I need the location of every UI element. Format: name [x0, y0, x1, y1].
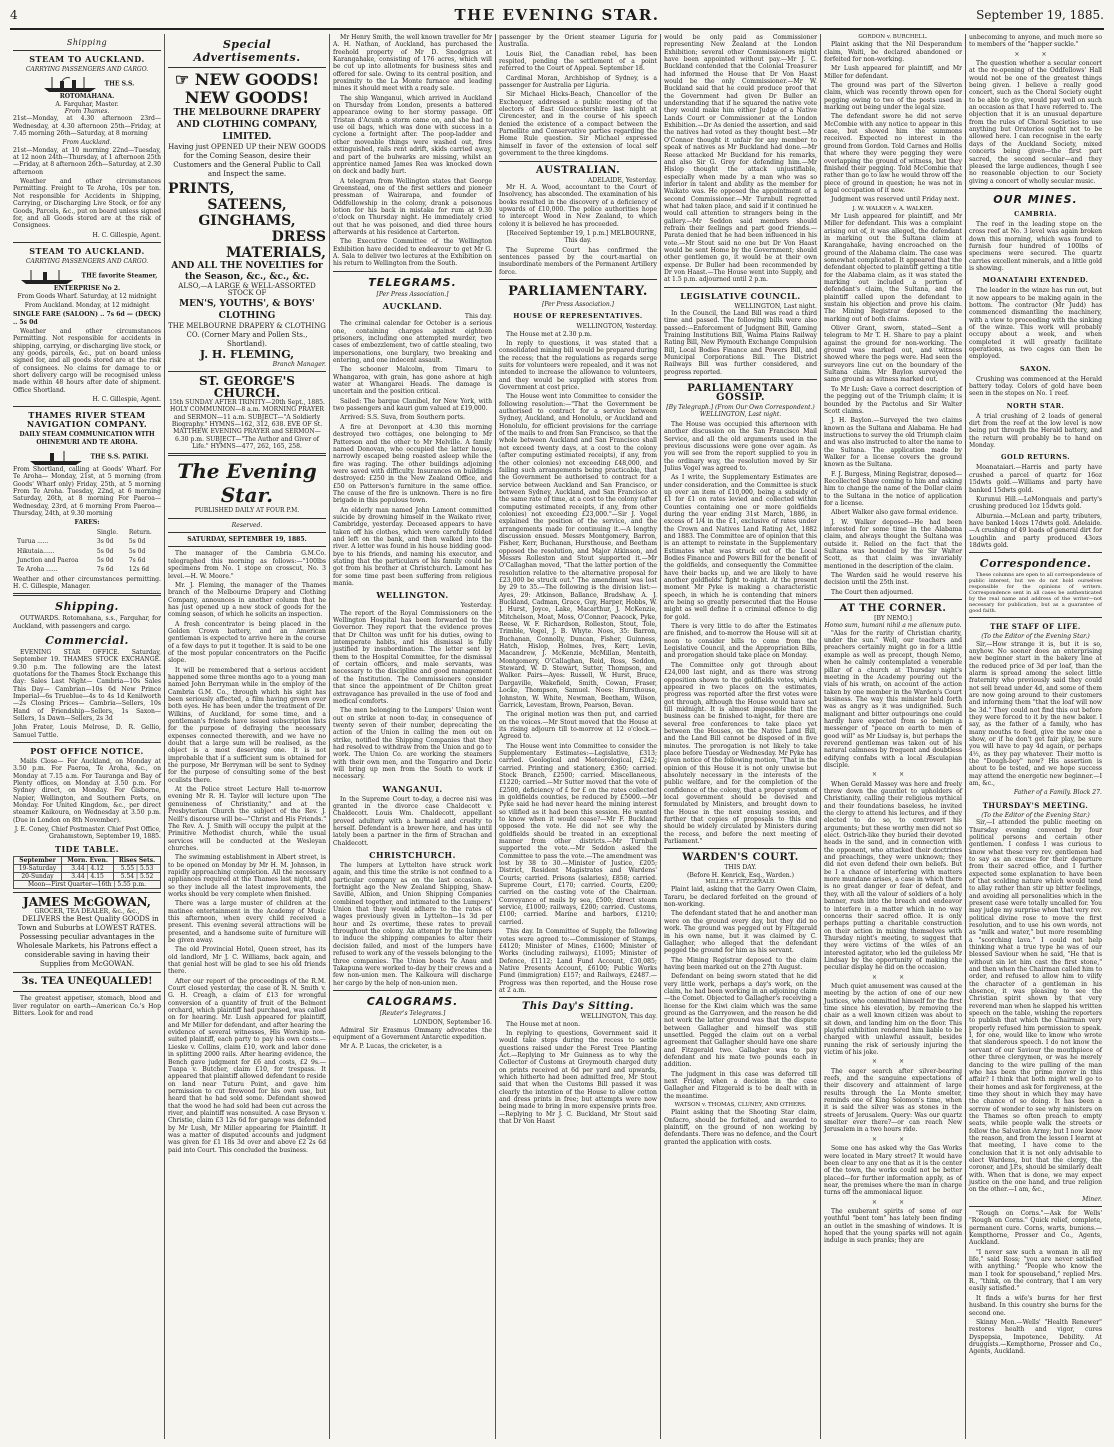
news-paragraph: Mr A. P. Lucas, the cricketer, is a [340, 1043, 442, 1051]
news-paragraph: F. J. Burgess, Mining Registrar, deposed—Recollected Shaw coming to him and asking him to change the name of the Dollar claim to the Sultana in the notice of application for a license. [824, 470, 962, 507]
letter-body: Sir,—How strange it is, but it is so, anyhow. No sooner does an enterprising new beginner start in the bakery line at the reduced price of 3d per loaf, than the alarm is spread among the select little fraternity who previously said they could not sell bread under 4d, and some of them are now going around to their customers and informing them "that the loaf will now be 3d." They could not find this out before they were forced to it by the new baker. I say, as the father of a family, who has many mouths to feed, give the new one a show, or if he don't get fair play, be sure you will have to pay 4d again, or perhaps 4½, as they pay whatever. Their motto is the "Dough-boy" now? His assertion is about to be tested, and we hope success may attend the energetic new beginner.—I am, &c., [969, 640, 1102, 788]
rotomahana-name: THE S.S. ROTOMAHANA. [59, 80, 135, 101]
steamship-icon [17, 267, 77, 285]
brokers-list: John Frater, Louis Melrose, D. R. Gellio, Samuel Tuttle. [13, 724, 161, 739]
tide-table-title: TIDE TABLE. [54, 843, 119, 854]
news-paragraph: The Supreme Court has confirmed the sentences passed by the court-martial on insubordinate members of the Permanent Artillery force. [499, 246, 657, 276]
london-dateline: LONDON, September 16. [413, 1019, 492, 1027]
news-paragraph: Skinny Men.—Wells' "Health Renewer" restores health and vigor, cures Dyspepsia, Impotence, Debility. At druggists.—Kempthorne, Prosser and Co., Agents, Auckland. [969, 1318, 1102, 1356]
news-paragraph: The Mining Registrar deposed to the claim having been marked out on the 27th August. [664, 956, 817, 971]
news-paragraph: The criminal calendar for October is a serious one, containing charges against eighteen prisoners, including one attempted murder, two cases of embezzlement, two of cattle stealing, two impersonations, one burglary, two breaking and entering, and one indecent assault. [333, 320, 492, 365]
news-paragraph: Some one has asked why the Gas Works were located in Mary street? It would have been clear to any one that as it is the center of the town, the works could not be better placed—for further information apply, as of near, the premises where the man in charge turns off the ammoniacal liquor. [824, 1145, 962, 1197]
enterprise-from: From Goods Wharf. Saturday, at 12 midnight [17, 292, 157, 300]
mcgowan-sub: GROCER, TEA DEALER, &c., &c., [34, 907, 140, 915]
enterprise-fares: SINGLE FARE (SALOON) .. 7s 6d — (DECK) .. 5s 0d [13, 311, 161, 326]
from-thames-times: 21st—Monday, at 4.30 afternoon 23rd—Wednesday, at 4.30 afternoon 25th—Friday, at 7.45 morning 26th—Saturday, at 8 morning [13, 115, 161, 138]
news-paragraph: Albert Walker also gave formal evidence. [831, 509, 958, 517]
enterprise-from-2: From Auckland. Monday, at 12 midnight [24, 301, 150, 309]
tea-ad: 3s. TEA UNEQUALLED! [21, 976, 153, 988]
mine-heading: CAMBRIA. [1014, 209, 1057, 218]
corner-byline: [BY NEMO.] [874, 615, 912, 623]
news-paragraph: The reef in the leading stope on the cross reef at No. 3 level was again broken down this morning, which was found to furnish four hundred of 100lbs of specimens were secured. The quartz carries excellent minerals, and a little gold is showing. [969, 220, 1102, 272]
column-1 [10, 34, 164, 1439]
news-paragraph: In reply to questions, it was stated that a consolidated mining bill would be prepared during the recess; that the regulations as regards serge suits for volunteers were repealed, and it was not intended to increase the allowance to volunteers, and they would be supplied with stores from Government at cost price. [499, 340, 657, 392]
news-paragraph: The ship Wanganui, which arrived in Auckland on Thursday from London, presents a battered appearance owing to her stormy passage. Off Tristan d'Acunh a storm came on, and she had to use oil bags, which was done with success in a cyclone a fortnight after. The poop-ladder and other moveable things were washed out, fires extinguished, rails rent adrift, skids carried away, and part of the bulwarks are missing, whilst an apprentice named James Rea was knocked down on deck and badly hurt. [333, 94, 492, 176]
news-paragraph: The House met at noon. [506, 1020, 581, 1028]
news-paragraph: The defendant swore he did not serve McCombie with any notice to appear in this case, but showed him the summons received. Expected no interest in the ground from Gordon. Told Carnes and Hollis that where they were pegging they were overlapping the ground of witness, but they finished their pegging. Told McCombie that rather than go to law he would throw off the piece of ground in question; he was not in legal occupation of it now. [824, 113, 962, 194]
news-paragraph: The lumpers at Lyttelton have struck work again, and this time the strike is not confined to a particular company as on the last occasion. A fortnight ago the New Zealand Shipping, Shaw-Saville, Albion, and Union Shipping Companies combined together, and intimated to the Lumpers' Union that they would adhere to the rates of wages previously given in Lyttelton—1s 3d per hour and 2s overtime, these rates to prevail throughout the colony. An attempt by the lumpers to induce the shipping companies to alter their decision failed, and most of the lumpers have refused to work any of the vessels belonging to the three companies. The Union boats Te Anau and Takapuna were worked to-day by their crews and a few non-union men. The Kaikoura will discharge her cargo by the help of non-union men. [333, 862, 492, 987]
news-paragraph: The swimming establishment in Albert street, is to be opened on Monday by Mr H. M. Johnson, in rapidly approaching completion. All the necessary appliances required at the Thames last night, and so they include all the latest improvements, the works should be very complete when finished. [168, 854, 326, 898]
sitting-heading: This Day's Sitting. [521, 1001, 635, 1013]
news-paragraph: Defendant on being sworn stated that he did very little work, perhaps a day's work, on the claim, he had been working in an adjoining claim—the Comet. Objected to Gallagher's receiving a license for the Kiwi claim which was the same ground as the Garryowen, and the reason he did not work the latter ground was that the dispute between Gallagher and himself was still unsettled. Pegged the claim out on a verbal agreement that Gallagher should have one share and Fitzgerald two. Gallagher was to pay defendant and his mate two pounds each in addition. [664, 973, 817, 1069]
news-paragraph: would be only paid as Commissioner representing New Zealand at the London Exhibition; several other Commissioners might have been appointed without pay.—Mr J. C. Buckland contended that the Colonial Treasurer had informed the House that Dr Von Haast would be the only Commissioner.—Mr W. Buckland said that he could produce proof that the Government had given Dr Buller an understanding that if he squared the native vote they would make him either Judge of a Native Lands Court or Commissioner at the London Exhibition.—Dr As denied the assertion, and said the natives had voted as they thought best.—Mr O'Connor thought it unfair for any member to speak of natives as Mr Buckland had done.—Mr Reese attacked Mr Buckland for his remarks, and also Sir G. Grey for defending him.—Mr Hislop thought the attack unjustifiable, especially when made by a man who was so inferior in talent and ability as the member for Waikato was. He opposed the appointment of a second Commissioner.—Mr Turnbull regretted what had taken place, and said if it continued he would call attention to strangers being in the gallery.—Mr Seddon said members should refrain their feelings and part good friends.—Parata denied that he had been influenced in his vote.—Mr Stout said no one but Dr Von Haast would be sent Home by the Government; should other gentlemen go, it would be at their own expense. Dr Buller had been recommended by Dr von Haast.—The House went into Supply, and at 1.5 p.m. adjourned until 2 p.m. [664, 34, 817, 284]
news-paragraph: Mr Henry Smith, the well known traveller for Mr A. H. Nathan, of Auckland, has purchased the freehold property of Mr D. Snodgrass at Karangahake, consisting of 176 acres, which will be cut up into allotments for business sites and offered for sale. Owing to its central position, and proximity to the La Monte furnace and leading mines it should meet with a ready sale. [333, 34, 492, 93]
column-3 [329, 34, 495, 1439]
steamer-rotomahana [13, 75, 161, 100]
parliamentary-heading: PARLIAMENTARY. [508, 283, 648, 299]
news-paragraph: Much quiet amusement was caused at the meeting by the action of one of our new Justices, who committed himself for the first time since his elevation, by removing the chair as a well known citizen was about to sit down, and landing him on the floor. This playful exhibition rendered him liable to be charged with unlawful assault, besides running the risk of seriously injuring the victim of his joke. [824, 982, 962, 1057]
reserved-note: Reserved. [231, 521, 263, 529]
news-paragraph: Arrived: S.S. Suva, from Southern ports. [340, 414, 465, 422]
news-paragraph: A fresh concentrator is being placed in the Golden Crown battery, and an American gentleman is expected to arrive here in the course of a few days to put it together. It is said to be one of the most popular concentrators on the Pacific slope. [168, 620, 326, 665]
outwards-text: OUTWARDS. Rotomahana, s.s., Farquhar, for Auckland, with passengers and cargo. [13, 615, 161, 630]
news-paragraph: Plaint asking that the Shooting Star claim, Onfacro, should be forfeited, and awarded to plaintiff, on the ground of non working by defendants. There was no defence, and the Court granted the application with costs. [664, 1109, 817, 1146]
news-paragraph: "Alas for the rarity of Christian charity, under the sun." Well, our teachers and preachers certainly might go in for a little example as well as precept, though Nemo, when he calmly contemplated a venerable pillar of a church at Thursday night's meeting in the Academy pouring out the vials of his wrath, on account of the action taken by one member in the Warden's Court business. The way this minister held forth was as angry as it was undignified. Such malignant and bitter outpourings one could hardly have expected from so benign a messenger of "peace on earth to men of good will" as Mr Liudsay is, but perhaps the reverend gentleman was taken out of his natural calmness by frequent and doubtless edifying confabs with a local Æsculapian disciple. [824, 629, 962, 769]
news-paragraph: Admiral Sir Erasmus Ommany advocates the equipment of a Government Antarctic expedition. [333, 1026, 492, 1041]
page-number: 4 [10, 8, 18, 22]
letter-heading: THE STAFF OF LIFE. [990, 622, 1081, 632]
letter-body: Sir,—I attended the public meeting on Thursday evening convened by four political persons and certain other gentlemen. I confess I was curious to know what these very rev. gentlemen had to say as an excuse for their departure from their sacred office, and I further expected some explanation to have been of that scolding nature which would tend to allay rather than stir up bitter feelings, and avoiding all personalities which in the present case were totally uncalled for. You may judge my surprise when that very rev. political divine rose to move the first resolution, and to use his own words, not as "milk and water," but more resembling a "scorching lava." I could not help thinking what a true type he was of our blessed Saviour when he said, "He that is without sin let him cast the first stone," and then when the Chairman called him to order, and refused to allow him to vilify the character of a gentleman in his absence, it was pleasing to see the Christian spirit shown by that very reverend man when he slapped his written speech on the table, wishing the reporters to publish that which the Chairman very properly refused him permission to speak. I, for one, would like to know who wrote that slanderous speech. I do not know the servant of our Saviour the mouthpiece of other three clergymen, or was he merely dancing to the wire pulling of the man who has been the prime mover in this affair? I think that both might well go to their homes and ask for forgiveness, at the time they shout in which they may have the chance of so doing. It has been a sorrow of wonder to see why ministers on the Thames so often preach to empty seats, while people walk the streets or follow the Salvation Army; but I now know the reason, and from the lesson I learnt at that meeting, I have come to the conclusion that it is not only advisable to elect Wardens, but that the clergy, the coroner, and J.P.s, should be similarly dealt with. When that is done, we may expect justice on the one hand, and true religion on the other.—I am, &c., [969, 819, 1102, 1194]
gold-returns-heading: GOLD RETURNS. [1000, 453, 1071, 462]
news-paragraph: A telegram from Wellington states that George Greenstead, one of the first settlers and pioneer pressman of Wairarapa, and founder of Oddfellowship in the colony, drank a poisonous lotion for his back in mistake for rum at 9.30 o'clock on Thursday night. He immediately cried out that he was poisoned, and died three hours afterwards at his residence at Carterton. [333, 177, 492, 236]
news-paragraph: A fire at Devonport at 4.30 this morning destroyed two cottages, one belonging to Mr Patterson and the other to Mr Melville. A family named Donovan, who occupied the latter house, narrowly escaped being roasted asleep while the fire was raging. The other buildings adjoining were saved with difficulty. Insurances on buildings destroyed: £250 in the New Zealand Office, and £50 on Patterson's furniture in the same office. The cause of the fire is unknown. There is no fire brigade in this populous town. [333, 423, 492, 505]
dateline: Yesterday. [460, 602, 492, 610]
news-paragraph: It finds a wife's burns for her first husband. In this country she burns for the second one. [969, 1294, 1102, 1317]
case-title: MILLER v. FITZGERALD. [705, 879, 776, 886]
christchurch-heading: CHRISTCHURCH. [369, 850, 456, 861]
news-paragraph: An elderly man named John Lamont committed suicide by drowning himself in the Waikato river, Cambridge, yesterday. Deceased appears to have taken off his clothes, which were carefully folded and left on the bank, and then walked into the river. A letter was found in his house bidding good-bye to his friends, and naming his executor, and stating that the particulars of his family could be got from his brother at Christchurch. Lamont has for some time past been suffering from religious mania. [333, 506, 492, 588]
news-paragraph: Mr H. A. Wood, accountant to the Court of Insolvency, has absconded. The examination of his books resulted in the discovery of a deficiency of upwards of £10,000. The police authorities hope to intercept Wood in New Zealand, to which colony it is believed he has proceeded. [499, 183, 657, 228]
patiki-name: THE S.S. PATIKI. [90, 453, 149, 461]
newspaper-title: THE EVENING STAR. [454, 6, 660, 24]
news-paragraph: Cardinal Moran, Archbishop of Sydney, is a passenger for Australia per Liguria. [499, 74, 657, 90]
gossip-sub: [By Telegraph.] (From Our Own Correspondent.) WELLINGTON, Last night. [666, 404, 815, 419]
new-goods-1: ☞ NEW GOODS! [174, 70, 320, 89]
hop-bitters-ad: The greatest appetiser, stomach, blood and liver regulator on earth—American Co.'s Hop Bitters. Look for and read [13, 995, 161, 1017]
news-paragraph: It will be remembered that a serious accident happened some three months ago to a young man named John Berryman while in the employ of the Cambria G.M. Co., through which his sight has been seriously affected, a film having grown over both eyes. He has been under the treatment of Dr. Wilkins, of Auckland, for some time, and a gentleman's friends have issued subscription lists for the purpose of defraying the necessary expenses connected therewith, and we have no doubt that a large sum will be realised, as the object is a most deserving one. It is not improbable that if a sufficient sum is obtained for the purpose, Mr Berryman will be sent to Sydney for the purpose of consulting some of the best oculists there. [168, 666, 326, 784]
steam-auckland-sub: CARRYING PASSENGERS AND CARGO. [25, 66, 149, 73]
telegrams-sub: [Per Press Association.] [376, 290, 449, 298]
agent-1: H. C. Gillespie, Agent. [92, 231, 161, 239]
gossip-heading: PARLIAMENTARY GOSSIP. [687, 383, 794, 404]
column-2 [164, 34, 329, 1439]
news-paragraph: The Court then adjourned. [831, 588, 914, 596]
column-7: unbecoming to anyone, and much more so to members of the "happer suckle." × × The question whether a secular concert at the re-opening of the Oddfellows' Hall would not be one of the greatest things being given. I believe a really good concert, such as the Choral Society ought to be able to give, would pay well on such an occasion as that I have referred to. The objection that it is an unusual departure from the rules of Choral Societies to use anything but Oratorios ought not to be allowed here. I can recognise in the early days of the Auckland Society, mixed concerts being given—the first part sacred, the second secular—and they pleased the large audiences, though I see no reasonable objection to our Society giving a concert of wholly secular music. OUR MINES. CAMBRIA. The reef in the leading stope on the cross reef at No. 3 level was again broken down this morning, which was found to furnish four hundred of 100lbs of specimens were secured. The quartz carries excellent minerals, and a little gold is showing. MOANATAIRI EXTENDED. The leader in the winze has run out, but it now appears to be making again in the bottom. The contractor (Mr Judd) has commenced dismantling the machinery, with a view to proceeding with the sinking of the winze. This work will probably occupy about a week, and when completed it will greatly facilitate operations, as two cages can then be employed. SAXON. Crushing was commenced at the Herald battery today. Colors of gold have been seen in the stopes on No. 1 reef. NORTH STAR. A trial crushing of 2 loads of general dirt from the reef at the low level is now being put through the Herald battery, and the return will probably be to hand on Monday. GOLD RETURNS. Moanataiari.—Harris and party have crushed a parcel of quartz for 16oz 15dwts gold.—Williams and party have banked 15dwts gold. Kurunui Hill.—LeMonquais and party's crushing produced 1oz 15dwts gold. Alburnia.—McLean and party, tributers, have banked 14ozs 17dwts gold. Adelaide.—A crushing of 49 loads of general dirt for Loughlin and party produced 43ozs 18dwts gold. Correspondence. These columns are open to all correspondence of public interest, but we do not hold ourselves responsible for the opinions of writers. Correspondence sent in all cases be authenticated by the real name and address of the writer—not necessary for publication, but as a guarantee of good faith. THE STAFF OF LIFE. (To the Editor of the Evening Star.) Sir,—How strange it is, but it is so, anyhow. No sooner does an enterprising new beginner start in the bakery line at the reduced price of 3d per loaf, than the alarm is spread among the select little fraternity who previously said they could not sell bread under 4d, and some of them are now going around to their customers and informing them "that the loaf will now be 3d." They could not find this out before they were forced to it by the new baker. I say, as the father of a family, who has many mouths to feed, give the new one a show, or if he don't get fair play, be sure you will have to pay 4d again, or perhaps 4½, as they pay whatever. Their motto is the "Dough-boy" now? His assertion is about to be tested, and we hope success may attend the energetic new beginner.—I am, &c., Father of a Family. Block 27. THURSDAY'S MEETING. (To the Editor of the Evening Star.) Sir,—I attended the public meeting on Thursday evening convened by four political persons and certain other gentlemen. I confess I was curious to know what these very rev. gentlemen had to say as an excuse for their departure from their sacred office, and I further expected some explanation to have been of that scolding nature which would tend to allay rather than stir up bitter feelings, and avoiding all personalities which in the present case were totally uncalled for. You may judge my surprise when that very rev. political divine rose to move the first resolution, and to use his own words, not as "milk and water," but more resembling a "scorching lava." I could not help thinking what a true type he was of our blessed Saviour when he said, "He that is without sin let him cast the first stone," and then when the Chairman called him to order, and refused to allow him to vilify the character of a gentleman in his absence, it was pleasing to see the Christian spirit shown by that very reverend man when he slapped his written speech on the table, wishing the reporters to publish that which the Chairman very properly refused him permission to speak. I, for one, would like to know who wrote that slanderous speech. I do not know the servant of our Saviour the mouthpiece of other three clergymen, or was he merely dancing to the wire pulling of the man who has been the prime mover in this affair? I think that both might well go to their homes and ask for forgiveness, at the time they shout in which they may have the chance of so doing. It has been a sorrow of wonder to see why ministers on the Thames so often preach to empty seats, while people walk the streets or follow the Salvation Army; but I now know the reason, and from the lesson I learnt at that meeting, I have come to the conclusion that it is not only advisable to elect Wardens, but that the clergy, the coroner, and J.P.s, should be similarly dealt with. When that is done, we may expect justice on the one hand, and true religion on the other.—I am, &c., Miner. "Rough on Corns."—Ask for Wells' "Rough on Corns." Quick relief, complete, permanent cure. Corns, warts, bunions.—Kempthorne, Prosser and Co., Agents, Auckland. "I never saw such a woman in all my life," said Ross; "you are never satisfied with anything." "People who know the man I took for spouseband," replied Mrs. R., "think, on the contrary, that I am very easily satisfied." It finds a wife's burns for her first husband. In this country she burns for the second one. Skinny Men.—Wells' "Health Renewer" restores health and vigor, cures Dyspepsia, Impotence, Debility. At druggists.—Kempthorne, Prosser and Co., Agents, Auckland. [965, 34, 1105, 1439]
wardens-court-before: (Before H. Kenrick, Esq., Warden.) [686, 871, 795, 879]
parliamentary-sub: [Per Press Association.] [542, 300, 614, 308]
calograms-heading: CALOGRAMS. [366, 994, 459, 1008]
news-paragraph: Mr Lush appeared for plaintiff, and Mr Miller for defendant. [824, 65, 962, 80]
fares-heading: FARES: [74, 519, 100, 527]
news-paragraph: Mr. J. Fleming, the manager of the Thames branch of the Melbourne Drapery and Clothing Company, announces in another column that he has just opened up a new stock of goods for the coming season, of which he solicits an inspection. [168, 581, 326, 619]
shipping-heading: Shipping [66, 38, 108, 47]
news-paragraph: The ground was part of the Silverton claim, which was recently thrown open for pegging owing to two of the posts used in marking out being under the legal size. [824, 82, 962, 112]
novelties-line: AND ALL THE NOVELTIES for the Season, &c., &c., &c. [171, 261, 323, 282]
column-4 [495, 34, 660, 1439]
enterprise-name: THE favorite Steamer, ENTERPRISE No 2. [53, 272, 158, 293]
fares-note: Weather and other circumstances permitting. H. C. Gillespie, Manager. [13, 575, 161, 590]
issue-date: September 19, 1885. [976, 8, 1104, 22]
mcgowan-text: DELIVERS the Best Quality GOODS in Town and Suburbs at LOWEST RATES. Possessing peculiar advantages in the Wholesale Markets, his Patrons effect a considerable saving in having their Supplies from McGOWAN. [16, 915, 159, 969]
letter-to: (To the Editor of the Evening Star.) [981, 811, 1090, 819]
special-ads-heading: Special Advertisements. [193, 38, 301, 64]
news-paragraph: Louis Riel, the Canadian rebel, has been respited, pending the settlement of a point referred to the Court of Appeal. September 18. [499, 50, 657, 73]
news-paragraph: unbecoming to anyone, and much more so to members of the "happer suckle." [969, 34, 1102, 49]
letter-to: (To the Editor of the Evening Star.) [981, 633, 1090, 641]
news-paragraph: The House met at 2.30 p.m. [506, 330, 592, 338]
also-line: ALSO,—A LARGE & WELL-ASSORTED STOCK OF [178, 282, 316, 298]
news-paragraph: There is very little to do after the Estimates are finished, and to-morrow the House will sit at noon to consider bills to come from the Legislative Council, and the Appropriation Bills, and prorogation should take place on Monday. [664, 623, 817, 660]
news-paragraph: Plaint asking that the Nil Desperandum claim, Waiti, be declared abandoned or forfeited for non-working. [824, 41, 962, 64]
news-paragraph: The Executive Committee of the Wellington Exhibition have decided to endeavour to get Mr G. A. Sala to deliver two lectures at the Exhibition on his return to Wellington from the South. [333, 238, 492, 268]
prints-line: PRINTS, [168, 181, 235, 197]
shipping-news-heading: Shipping. [55, 600, 119, 614]
thames-river-sub: DAILY STEAM COMMUNICATION WITH OHINEMURI AND TE AROHA. [19, 431, 155, 446]
masthead [10, 6, 1104, 30]
mine-heading: NORTH STAR. [1006, 401, 1065, 410]
news-paragraph: The House went into Committee to consider the following resolution:—"That the Government be authorised to contract for a service between Sydney, Auckland, and Honolulu, or Auckland and Honolulu, for efficient provisions for the carriage of the mails to and from San Francisco, so that the whole between Auckland and San Francisco shall not exceed twenty days, at a cost to the colony (after computing estimated receipts), if any, from the other colonies) not exceeding £48,000, and failing such arrangements being practicable, that the Government be authorised to contract for a service between Auckland and San Francisco, or between Sydney, Auckland, and San Francisco at the same rate of time, at a cost to the colony (after computing estimated receipts, if any, from other colonies) not exceeding £23,000."—Sir J. Vogel explained the position of the service, and the arrangements made for continuing it.—A lengthy discussion ensued. Messrs Montgomery, Barron, Fisher, Kerr, Buchanan, Hursthouse, and Beetham opposed the resolution, and Major Atkinson, and Messrs Rolleston and Stout supported it.—Mr O'Callaghan moved, "That the latter portion of the resolution relative to the alternative proposal for £23,000 be struck out." The amendment was lost by 29 to 35.—The following is the division list:—Ayes, 29: Atkinson, Ballance, Bradshaw, A. J. Buckland, Cadman, Grace, Guy, Harper, Hobbs, W. J. Hurst, Joyce, Lake, Macarthur, J. McKenzie, Mitchelson, Moat, Moss, O'Connor, Peacock, Pyke, Reese, W. F. Richardson, Rolleston, Stout, Tole, Trimble, Vogel, J. B. Whyte. Noes, 35: Barron, Buchanan, Connolly, Duncan, Fisher, Guinness, Hatch, Hislop, Holmes, Ives, Kerr, Levin, Macandrew, J. McKenzie, McMillan, Menteith, Montgomery, O'Callaghan, Reid, Ross, Seddon, Steward, W. D. Stewart, Sutter, Thompson, and Walker. Pairs—Ayes: Russell, W. Hurst, Bruce, Dargaville, Wakefield, Smith, Cowan, Fraser, Locke, Thompson, Samuel. Noes: Hursthouse, Johnston, W. White, Newman, Beetham, Wilson, Garrick, Levestam, Brown, Pearson, Bevan. [499, 393, 657, 709]
news-paragraph: The Warden said he would reserve his decision until the 25th inst. [824, 572, 962, 587]
news-paragraph: Alburnia.—McLean and party, tributers, have banked 14ozs 17dwts gold. Adelaide.—A crushing of 49 loads of general dirt for Loughlin and party produced 43ozs 18dwts gold. [969, 512, 1102, 549]
from-auckland-label: From Auckland. [62, 139, 112, 147]
wellington-heading: WELLINGTON. [376, 590, 449, 601]
news-paragraph: Oliver Grant, sworn, stated—Sent a telegram to Mr T. H. Share to pay a plaint against the ground for non-working. The ground was marked out, and witness showed where the pegs were. Had seen the surveyors line cut on the boundary of the Sultana claim. Mr Baylon surveyed the same ground as witness marked out. [824, 325, 962, 384]
news-paragraph: The leader in the winze has run out, but it now appears to be making again in the bottom. The contractor (Mr Judd) has commenced dismantling the machinery, with a view to proceeding with the sinking of the winze. This work will probably occupy about a week, and when completed it will greatly facilitate operations, as two cages can then be employed. [969, 287, 1102, 361]
adelaide-dateline: ADELAIDE, Yesterday. [587, 176, 657, 184]
news-paragraph: The House went into Committee to consider the Supplementary Estimates:—Legislative, £313; carried. Geological and Meteorological, £242; carried. Printing and stationery, £360; carried. Stock Branch, £2500; carried. Miscellaneous, £1220; carried.—Mr Sutter moved that the vote of £2500, deficiency of £ for £ on the rates collected in goldfields counties, be reduced by £5000.—Mr Pyke said he had never heard the mining interest so vilified as it had been this session. He wanted to know when it would cease?—Mr F. Buckland opposed the vote. He did not see why the goldfields should be treated in an exceptional manner from other districts.—Mr Turnbull supported the vote.—Mr Seddon asked the Committee to pass the vote.—The amendment was lost by 38 to 30.—Minister of Justice, £205; District, Resident Magistrates and Wardens' Courts; carried. Prisons (salaries), £858; carried. Supreme Court, £170; carried. Courts, £200; carried on the casting vote of the Chairman. Conveyance of mails by sea, £500; direct steam service, £1000; railways, £200; carried. Customs, £100; carried. Marine and harbors, £1210; carried. [499, 742, 657, 926]
published-line: PUBLISHED DAILY AT FOUR P.M. [194, 507, 300, 515]
news-paragraph: In the Supreme Court to-day, a decree nisi was granted in the divorce case Chaldecott v. Chaldecott. Louis Wm. Chaldecott, appellant proved adultery with a barmaid and cruelty to herself. Defendant is a brewer here, and has until lately been a partner in the firm of Strachan and Chaldecott. [333, 795, 492, 847]
letter-heading: THURSDAY'S MEETING. [982, 800, 1089, 810]
master-name: A. Farquhar, Master. [55, 100, 119, 108]
legislative-council-heading: LEGISLATIVE COUNCIL. [680, 290, 801, 301]
news-paragraph: "I never saw such a woman in all my life," said Ross; "you are never satisfied with anything." "People who know the man I took for spouseband," replied Mrs. R., "think, on the contrary, that I am very easily satisfied." [969, 1248, 1102, 1293]
stock-exchange-text: EVENING STAR OFFICE. Saturday, September 19. THAMES STOCK EXCHANGE. 9.30 p.m. The following are the latest quotations for the Thames Stock Exchange this day: Sales Last Night— Cambria—10s Sales This Day— Cambrian—10s 6d New Prince Imperial—6s Trueblue—4s to 4s 1d Kenilworth—2s Closing Prices— Cambria—Sellers, 10s Hand of Friendship—Sellers, 1s Saxon—Sellers, 1s Dawn—Sellers, 2s 3d [13, 648, 161, 722]
letter-signature: Father of a Family. Block 27. [1013, 789, 1102, 797]
dateline: WELLINGTON, Last night. [734, 302, 817, 310]
case-title: WATSON v. THOMAS, CLUNEY, AND OTHERS. [674, 1102, 807, 1109]
tide-table: September Morn. Even. Rises Sets. 19-Saturday 3.44 | 4.12 5.55 | 5.53 20-Sunday 3.44 | 4.15 5.54 | 5.52 Moon—First Quarter—16th | 5.55 p.m. [13, 856, 161, 889]
news-paragraph: The eager search after silver-bearing reefs, and the sanguine expectations of their discovery and attainment of large results through the La Monte smelter, reminds one of King Solomon's time, when it is said the silver was as stones in the streets of Jerusalem. Query: Was our quartz smelter ever there?—or can reach New Jerusalem in a two hours ride. [824, 1067, 962, 1134]
church-services: 15th SUNDAY AFTER TRINITY—20th Sept., 1885. HOLY COMMUNION—8 a.m. MORNING PRAYER and SERMON—11 a.m. SUBJECT—"A Soldierly Biography." HYMNS—162, 312, 638. EVE OF St. MATTHEW. EVENING PRAYER and SERMON—6.30 p.m. SUBJECT—"The Author and Giver of Life." HYMNS—477, 262, 165, 258. [169, 399, 325, 451]
agent-2: H. C. Gillespie, Agent. [92, 396, 161, 404]
news-paragraph: This day. In Committee of Supply, the following votes were agreed to:—Commissioner of Stamps, £4120; Minister of Mines, £1600; Minister of Works (including railways), £1095; Minister of Defence, £1112; Land Fund Account, £30,085; Native Presents Account, £6100; Public Works Fund (immigration) £157; and Railways, £2487.—Progress was then reported, and the House rose at 2 a.m. [499, 928, 657, 994]
news-paragraph: The old Provincial Hotel, Queen street, has its old landlord, Mr J. C. Williams, back again, and that genial host will be glad to see his old friends there. [168, 946, 326, 976]
post-office-title: POST OFFICE NOTICE. [30, 746, 144, 757]
sateens-line: SATEENS, [207, 197, 287, 213]
steamer-enterprise [13, 267, 161, 292]
from-thames-label: From Thames. [64, 108, 110, 116]
column-6: GORDON v. BURCHELL. Plaint asking that the Nil Desperandum claim, Waiti, be declared abandoned or forfeited for non-working. Mr Lush appeared for plaintiff, and Mr Miller for defendant. The ground was part of the Silverton claim, which was recently thrown open for pegging owing to two of the posts used in marking out being under the legal size. The defendant swore he did not serve McCombie with any notice to appear in this case, but showed him the summons received. Expected no interest in the ground from Gordon. Told Carnes and Hollis that where they were pegging they were overlapping the ground of witness, but they finished their pegging. Told McCombie that rather than go to law he would throw off the piece of ground in question; he was not in legal occupation of it now. Judgment was reserved until Friday next. J. W. WALKER v. A. WALKER. Mr Lush appeared for plaintiff, and Mr Miller for defendant. This was a complaint arising out of, it was alleged, the defendant in marking out the Sultana claim at Karangahake, having encroached on the ground of the Alabama claim. The case was somewhat complicated. It appeared that the defendant objected to plaintiff getting a title for the Alabama claim, as it was stated the marking out included a portion of defendant's claim, the Sultana, and the plaintiff called upon the defendant to sustain his objection and prove his claim. The Mining Registrar deposed to the marking out of both claims. Oliver Grant, sworn, stated—Sent a telegram to Mr T. H. Share to pay a plaint against the ground for non-working. The ground was marked out, and witness showed where the pegs were. Had seen the surveyors line cut on the boundary of the Sultana claim. Mr Baylon surveyed the same ground as witness marked out. To Mr Lush: Gave a correct description of the pegging out of the Triumph claim; it is bounded by the Pactolus and Sir Walter Scott claims. J. H. Baylon.—Surveyed the two claims known as the Sultana and Alabama. He had instructions to survey the old Triumph claim and was also instructed to alter the name to the Sultana. The application made by Walker for a license covers the ground known as the Sultana. F. J. Burgess, Mining Registrar, deposed—Recollected Shaw coming to him and asking him to change the name of the Dollar claim to the Sultana in the notice of application for a license. Albert Walker also gave formal evidence. J. W. Walker deposed—He had been interested for some time in the Alabama claim, and always thought the Sultana was outside it. Relied on the fact that the Sultana was bounded by the Sir Walter Scott, as that claim was invariably mentioned in the description of the claim. The Warden said he would reserve his decision until the 25th inst. The Court then adjourned. AT THE CORNER. [BY NEMO.] Homo sum, humani nihil a me alienum puto. "Alas for the rarity of Christian charity, under the sun." Well, our teachers and preachers certainly might go in for a little example as well as precept, though Nemo, when he calmly contemplated a venerable pillar of a church at Thursday night's meeting in the Academy pouring out the vials of his wrath, on account of the action taken by one member in the Warden's Court business. The way this minister held forth was as angry as it was undignified. Such malignant and bitter outpourings one could hardly have expected from so benign a messenger of "peace on earth to men of good will" as Mr Liudsay is, but perhaps the reverend gentleman was taken out of his natural calmness by frequent and doubtless edifying confabs with a local Æsculapian disciple. × × When Gerald Massey was here and freely threw down the gauntlet to upholders of Christianity, calling their religious mythical and their foundations baseless, he invited the clergy to attend his lectures, and if they elected to do so, to controvert his arguments; but these worthy men did not so elect. Ostrich-like they buried their devoted heads in the sand, and in connection with the opponent, who attacked their doctrines and preachings, they were unknown; they did not even defend their own beliefs. But be I a chance of interfering with matters more mundane arises, a case in which there is no great danger or fear of defeat, and they, with all the valour of soldiers of a holy banner, rush into the breach and endeavor to interfere in a matter which in no way concerns their sacred office. It is only perhaps putting a charitable construction on their action in mixing themselves with Thursday night's meeting, to suggest that they were victims of the wiles of an interested agitator, who led the guileless Mr Lindsay by the opportunity of making the peculiar display he did on the occasion. × × Much quiet amusement was caused at the meeting by the action of one of our new Justices, who committed himself for the first time since his elevation, by removing the chair as a well known citizen was about to sit down, and landing him on the floor. This playful exhibition rendered him liable to be charged with unlawful assault, besides running the risk of seriously injuring the victim of his joke. × × The eager search after silver-bearing reefs, and the sanguine expectations of their discovery and attainment of large results through the La Monte smelter, reminds one of King Solomon's time, when it is said the silver was as stones in the streets of Jerusalem. Query: Was our quartz smelter ever there?—or can reach New Jerusalem in a two hours ride. × × Some one has asked why the Gas Works were located in Mary street? It would have been clear to any one that as it is the center of the town, the works could not be better placed—for further information apply, as of near, the premises where the man in charge turns off the ammoniacal liquor. × × The exuberant spirits of some of our youthful "bent tom" has lately been finding an outlet in the smashing of windows. It is hoped that the young sparks will not again indulge in such pranks; they are [820, 34, 965, 1439]
steamer-patiki [13, 448, 161, 466]
shipping-note-2: Weather and other circumstances Permitting. Not responsible for accidents in shipping, carrying, or discharging live stock, or any goods, parcels, &c., put on board unless signed for, and all goods stored are at the risk of consignees. No claims for damage to or short delivery cargo will be recognised unless made within 48 hours after date of shipment. Office Shortland. [13, 327, 161, 394]
received-note: [Received September 19, 1 p.m.] MELBOURNE, This day. [506, 229, 657, 245]
melbourne-address: THE MELBOURNE DRAPERY & CLOTHING CO. (Corner Mary and Pollen Sts., Shortland). [168, 321, 326, 348]
news-paragraph: Plaint laid, asking that the Garry Owen Claim, Tararu, be declared forfeited on the ground of non-working. [664, 886, 817, 909]
at-the-corner-heading: AT THE CORNER. [839, 603, 947, 615]
news-paragraph: Sailed: The barque Clanibel, for New York, with two passengers and kauri gum valued at £19,000. [333, 397, 492, 413]
thames-river-title: THAMES RIVER STEAM NAVIGATION COMPANY. [26, 410, 148, 430]
news-paragraph: The judgment in this case was deferred till next Friday, when a decision in the case Gallagher and Fitzgerald is to be dealt with in the meantime. [664, 1070, 817, 1100]
hand-pointer-icon: ☞ [174, 70, 195, 89]
evening-star-banner: The Evening Star. [177, 459, 317, 508]
dress-materials-line: DRESS MATERIALS, [225, 229, 326, 261]
letter-signature: Miner. [1082, 1195, 1102, 1203]
church-title: ST. GEORGE'S CHURCH. [199, 374, 295, 401]
news-paragraph: At the Police street Lecture Hall to-morrow evening Mr R. H. Taylor will lecture upon "The genuineness of Christianity," and at the Presbyterian Church the subject of the Rev. J. Neill's discourse will be—"Christ and His Friends." The Rev. A. J. Smith will occupy the pulpit at the Primitive Methodist church, while the usual services will be conducted at the Wesleyan churches. [168, 786, 326, 852]
corner-motto: Homo sum, humani nihil a me alienum puto. [824, 622, 962, 630]
commercial-heading: Commercial. [45, 633, 129, 647]
news-paragraph: Kurunui Hill.—LeMonquais and party's crushing produced 1oz 15dwts gold. [969, 495, 1102, 511]
auckland-heading: AUCKLAND. [382, 301, 443, 311]
editorial-date: SATURDAY, SEPTEMBER 19, 1885. [187, 536, 307, 544]
melbourne-intro: Having just OPENED UP their NEW GOODS for the Coming Season, desire their Customers and the General Public to Call and Inspect the same. [168, 143, 326, 178]
news-paragraph: The manager of the Cambria G.M.Co. telegraphed this morning as follows:—"100lbs specimens from No. 1 stope on crosscut, No. 3 level.—H. W. Moore." [168, 550, 326, 580]
news-paragraph: To Mr Lush: Gave a correct description of the pegging out of the Triumph claim; it is bounded by the Pactolus and Sir Walter Scott claims. [824, 385, 962, 415]
news-paragraph: The exuberant spirits of some of our youthful "bent tom" has lately been finding an outlet in the smashing of windows. It is hoped that the young sparks will not again indulge in such pranks; they are [824, 1207, 962, 1245]
dateline: WELLINGTON, This day. [580, 1013, 657, 1021]
steam-auckland-title-2: STEAM TO AUCKLAND. [29, 245, 145, 256]
new-goods-2: NEW GOODS! [184, 88, 310, 107]
fares-table: Single. Return. Turua ...... 3s 0d 5s 0d Hikutaia...... 5s 0d 5s 0d Junction and Paeroa 5s 0d 7s 6d Te Aroha ...... 7s 6d 12s 6d [17, 528, 152, 574]
news-paragraph: The original motion was then put, and carried on the voices.—Mr Stout moved that the House at its rising adjourn till to-morrow at 12 o'clock.—Agreed to. [499, 711, 657, 741]
case-title: GORDON v. BURCHELL. [858, 34, 928, 40]
news-paragraph: In the Council, the Land Bill was read a third time and passed. The following bills were also passed:—Enforcement of Judgment Bill, Gaming Training Institutions Bill, Waima Plains Railway Rating Bill, New Plymouth Exchange Compulsion Bill, Local Bodies Finance and Powers Bill, and Municipal Corporations Bill. The District Railways Bill was further considered, and progress reported. [664, 310, 817, 376]
steamship-icon [40, 75, 100, 93]
steam-auckland-title: STEAM TO AUCKLAND. [29, 54, 145, 64]
news-paragraph: A trial crushing of 2 loads of general dirt from the reef at the low level is now being put through the Herald battery, and the return will probably be to hand on Monday. [969, 412, 1102, 450]
mine-heading: MOANATAIRI EXTENDED. [982, 276, 1089, 285]
mens-clothing-line: MEN'S, YOUTHS', & BOYS' CLOTHING [179, 298, 315, 321]
mine-heading: SAXON. [1019, 364, 1052, 373]
news-paragraph: "Rough on Corns."—Ask for Wells' "Rough on Corns." Quick relief, complete, permanent cure. Corns, warts, bunions.—Kempthorne, Prosser and Co., Agents, Auckland. [969, 1210, 1102, 1247]
dateline: WELLINGTON, Yesterday. [576, 323, 657, 331]
news-paragraph: passenger by the Orient steamer Liguria for Australia. [499, 34, 657, 49]
reuter-sub: [Reuter's Telegrams.] [379, 1009, 446, 1017]
case-title: J. W. WALKER v. A. WALKER. [852, 205, 934, 212]
news-paragraph: When Gerald Massey was here and freely threw down the gauntlet to upholders of Christianity, calling their religious mythical and their foundations baseless, he invited the clergy to attend his lectures, and if they elected to do so, to controvert his arguments; but these worthy men did not so elect. Ostrich-like they buried their devoted heads in the sand, and in connection with the opponent, who attacked their doctrines and preachings, they were unknown; they did not even defend their own beliefs. But be I a chance of interfering with matters more mundane arises, a case in which there is no great danger or fear of defeat, and they, with all the valour of soldiers of a holy banner, rush into the breach and endeavor to interfere in a matter which in no way concerns their sacred office. It is only perhaps putting a charitable construction on their action in mixing themselves with Thursday night's meeting, to suggest that they were victims of the wiles of an interested agitator, who led the guileless Mr Lindsay by the opportunity of making the peculiar display he did on the occasion. [824, 780, 962, 972]
melbourne-drapery-name: THE MELBOURNE DRAPERY AND CLOTHING COMPANY, LIMITED. [173, 108, 321, 142]
post-office-signature: J. E. Coney, Chief Postmaster. Chief Post Office, Grahamstown, September 19, 1885. [14, 826, 161, 841]
news-paragraph: The defendant stated that he and another man were on the ground every day, but they did no work. The ground was pegged out by Fitzgerald in his own name, but it was claimed by C. Gallagher, who alleged that the defendant pegged the ground for him as his servant. [664, 910, 817, 955]
news-paragraph: The question whether a secular concert at the re-opening of the Oddfellows' Hall would not be one of the greatest things being given. I believe a really good concert, such as the Choral Society ought to be able to give, would pay well on such an occasion as that I have referred to. The objection that it is an unusual departure from the rules of Choral Societies to use anything but Oratorios ought not to be allowed here. I can recognise in the early days of the Auckland Society, mixed concerts being given—the first part sacred, the second secular—and they pleased the large audiences, though I see no reasonable objection to our Society giving a concert of wholly secular music. [969, 60, 1102, 185]
dateline: This day. [464, 313, 492, 320]
telegrams-heading: TELEGRAMS. [368, 275, 457, 289]
wardens-court-sub: THIS DAY. [724, 864, 757, 872]
news-paragraph: Sir Michael Hicks-Beach, Chancellor of the Exchequer, addressed a public meeting of the electors of East Gloucestershire last night at Cirencester, and in the course of his speech denied the existence of a compact between the Parnellite and Conservative parties regarding the Home Rule question. Sir Michael expressed himself in favor of the extension of local self government to the three kingdoms. [499, 91, 657, 158]
ginghams-line: GINGHAMS, [198, 213, 296, 229]
news-paragraph: In replying to questions, Government said it would take steps during the recess to settle questions raised under the Forest Tree Planting Act.—Replying to Mr Guinness as to why the Collector of Customs at Greymouth charged duty on prints received at 6d per yard and upwards, which hitherto had been admitted free, Mr Stout said that when the Customs Bill passed it was clearly the intention of the House to allow cotton and dress prints in free; but attempts were now being made to bring in more expensive prints free.—Replying to Mr J. C. Buckland, Mr Stout said that Dr Von Haast [499, 1029, 657, 1126]
wanganui-heading: WANGANUI. [382, 783, 443, 794]
news-paragraph: Moanataiari.—Harris and party have crushed a parcel of quartz for 16oz 15dwts gold.—Williams and party have banked 15dwts gold. [969, 464, 1102, 494]
shipping-note-1: Weather and other circumstances Permitting. Freight to Te Aroha, 10s per ton. Not responsible for Accidents in Shipping, Carrying, or Discharging Live Stock, or for any Goods, Parcels, &c., put on board unless signed for, and all Goods stored are at the risk of Consignees. [13, 178, 161, 230]
post-office-text: Mails Close— For Auckland, on Monday at 3.50 p.m. For Paeroa, Te Aroha, &c., on Monday at 7.15 a.m. For Tauranga and Bay of Plenty offices, on Monday at 3.50 p.m. For Sydney direct, on Monday. For Gisborne, Napier, Wellington, and Southern Ports, on Monday. For United Kingdom, &c., per direct steamer Kaikoura, on Wednesday at 3.50 p.m. (Due in London on 8th November). [13, 758, 161, 824]
fleming-name: J. H. FLEMING, [199, 347, 295, 361]
correspondence-heading: Correspondence. [979, 557, 1092, 571]
news-paragraph: There was a large muster of children at the matinee entertainment in the Academy of Music this afternoon, when every child received a present. This evening several attractions will be presented, and a handsome suite of furniture will be given away. [168, 900, 326, 944]
news-paragraph: The report of the Royal Commissioners on the Wellington Hospital has been forwarded to the Governor. They report that the evidence proves that Dr Chilton was unfit for his duties, owing to intemperate habits, and his dismissal is fully justified by insubordination. The letter sent by them to the Hospital Committee, for the dismissal of certain officers, and male servants, was necessary to the discipline and good management of the Institution. The Commissioners consider that since the appointment of Dr Chilton great extravagance has prevailed in the use of food and medical comforts. [333, 609, 492, 705]
news-paragraph: The schooner Malcolm, from Timaru to Whangaroa, with grain, has gone ashore at high water at Whangarei Heads. The damage is uncertain and the position critical. [333, 366, 492, 396]
patiki-schedule: From Shortland, calling at Goods' Wharf. For Te Aroha— Monday, 21st, at 5 morning (from Goods' Wharf only) Friday, 25th, at 5 morning From Te Aroha. Tuesday, 22nd, at 6 morning Saturday, 26th, at 8 morning For Paeroa— Wednesday, 23rd, at 6 morning From Paeroa— Thursday, 24th, at 9.30 morning [13, 466, 161, 518]
news-paragraph: J. H. Baylon.—Surveyed the two claims known as the Sultana and Alabama. He had instructions to survey the old Triumph claim and was also instructed to alter the name to the Sultana. The application made by Walker for a license covers the ground known as the Sultana. [824, 417, 962, 469]
steamship-icon [26, 448, 86, 466]
branch-manager: Branch Manager. [272, 360, 326, 368]
wardens-court-heading: WARDEN'S COURT. [682, 852, 799, 864]
news-paragraph: J. W. Walker deposed—He had been interested for some time in the Alabama claim, and always thought the Sultana was outside it. Relied on the fact that the Sultana was bounded by the Sir Walter Scott, as that claim was invariably mentioned in the description of the claim. [824, 518, 962, 570]
news-paragraph: After our report of the proceedings of the R.M. Court closed yesterday, the case of R. N. Smith v. G. H. Creagh, a claim of £13 for wrongful conversion of a quantity of fruit of the Belmont orchard, which plaintiff had purchased, was called on for hearing. Mr. Lush appeared for plaintiff, and Mr Miller for defendant, and after hearing the evidence of several witnesses, His Worship non-suited plaintiff, each party to pay his own costs.—Lieske v. Collins, claim £10, work and labor done in splitting 2000 rails. After hearing evidence, the Bench gave judgment for £6 and costs, £2 9s.—Tuapa v. Butcher, claim £10, for trespass. It appeared that plaintiff allowed defendant to reside on land near Tuturu Point, and gave him permission to cut firewood for his own use, but heard that he had sold some. Defendant showed that the wood he had sold had been cut across the river, and plaintiff was nonsuited. A case Bryson v. Christie, claim £3 12s 6d for garage was defended by Mr Lush, Mr Miller appearing for Plaintiff. It was a matter of disputed accounts and judgment was given for £1 18s 3d over and above £2 2s 6d paid into Court. This concluded the business. [168, 977, 326, 1154]
news-paragraph: As I write, the Supplementary Estimates are under consideration, and the Committee is stuck up over an item of £10,000, being a subsidy of £1 for £1 on rates levied and collected within Counties containing one or more goldfields during the year ending 31st March, 1886, in excess of 1/4 in the £1, exclusive of rates under the Crown and Natives Land Rating Act, 1882 and 1883. The Committee are of opinion that this is an attempt to reinstate in the Supplementary Estimates what was struck out of the Local Bodies Finance and Powers Bill for the benefit of the goldfields, and consequently the Committee have their backs up, and we are likely to have another goldfields' fight to-night. At the present moment Mr Pyke is making a characteristic speech, in which he is contending that miners are being so greatly persecuted that the House might as well define it a criminal offence to dig for gold. [664, 474, 817, 621]
steam-auckland-sub-2: CARRYING PASSENGERS AND CARGO. [25, 257, 149, 265]
news-paragraph: The Committee only got through about £24,000 last night, and as there was strong opposition shown to the goldfields votes, which appeared in two places on the estimates, progress was reported after the first votes were got through, although the House would have sat till midnight. It is almost impossible that the business can be finished to-night, for there are several free conferences to take place yet between the Houses, on the Native Land Bill, and the Land Bill cannot be disposed of in five minutes. The prorogation is not likely to take place before Tuesday or Wednesday. Mr Pyke has given notice of the following motion, "That in the opinion of this House it is not only unwise but absolutely necessary in the interests of the public welfare, and for the completion of the confidence of the colony, that a proper system of local government should be devised and formulated by Ministers, and brought down to the House in the next ensuing session, and further that copies of proposals to this end should be widely circulated by Ministers during the recess, and before the next meeting of Parliament." [664, 661, 818, 846]
mcgowan-name: JAMES McGOWAN, [23, 894, 151, 909]
australian-heading: AUSTRALIAN. [535, 164, 621, 176]
news-paragraph: The House was occupied this afternoon with another discussion on the San Francisco Mail Service, and all the old arguments used in the previous discussions were gone over again. As you will see from the report supplied to you in the ordinary way, the resolution moved by Sir Julius Vogel was agreed to. [664, 420, 817, 472]
news-paragraph: The men belonging to the Lumpers' Union went out on strike at noon to-day, in consequence of twenty seven of their number, deprecating the action of the Union in calling the men out on strike, notified the Shipping Companies that they had resolved to withdraw from the Union and go to work. The Union Co. are working the steamers with their own men, and the Tongariro and Doric will bring up men from the South to work if necessary. [333, 707, 492, 781]
correspondence-note: These columns are open to all correspondence of public interest, but we do not hold ourselves responsible for the opinions of writers. Correspondence sent in all cases be authenticated by the real name and address of the writer—not necessary for publication, but as a guarantee of good faith. [969, 572, 1102, 615]
from-auckland-times: 21st—Monday, at 10 morning 22nd—Tuesday, at 12 noon 24th—Thursday, at 1 afternoon 25th—Friday, at 8 afternoon 26th—Saturday, at 2.30 afternoon [13, 146, 161, 176]
news-paragraph: Judgment was reserved until Friday next. [831, 196, 960, 204]
column-5 [660, 34, 820, 1439]
news-paragraph: Crushing was commenced at the Herald battery today. Colors of gold have been seen in the stopes on No. 1 reef. [969, 375, 1102, 398]
house-heading: HOUSE OF REPRESENTATIVES. [513, 312, 643, 321]
our-mines-heading: OUR MINES. [993, 192, 1078, 206]
news-paragraph: Mr Lush appeared for plaintiff, and Mr Miller for defendant. This was a complaint arising out of, it was alleged, the defendant in marking out the Sultana claim at Karangahake, having encroached on the ground of the Alabama claim. The case was somewhat complicated. It appeared that the defendant objected to plaintiff getting a title for the Alabama claim, as it was stated the marking out included a portion of defendant's claim, the Sultana, and the plaintiff called upon the defendant to sustain his objection and prove his claim. The Mining Registrar deposed to the marking out of both claims. [824, 212, 962, 323]
